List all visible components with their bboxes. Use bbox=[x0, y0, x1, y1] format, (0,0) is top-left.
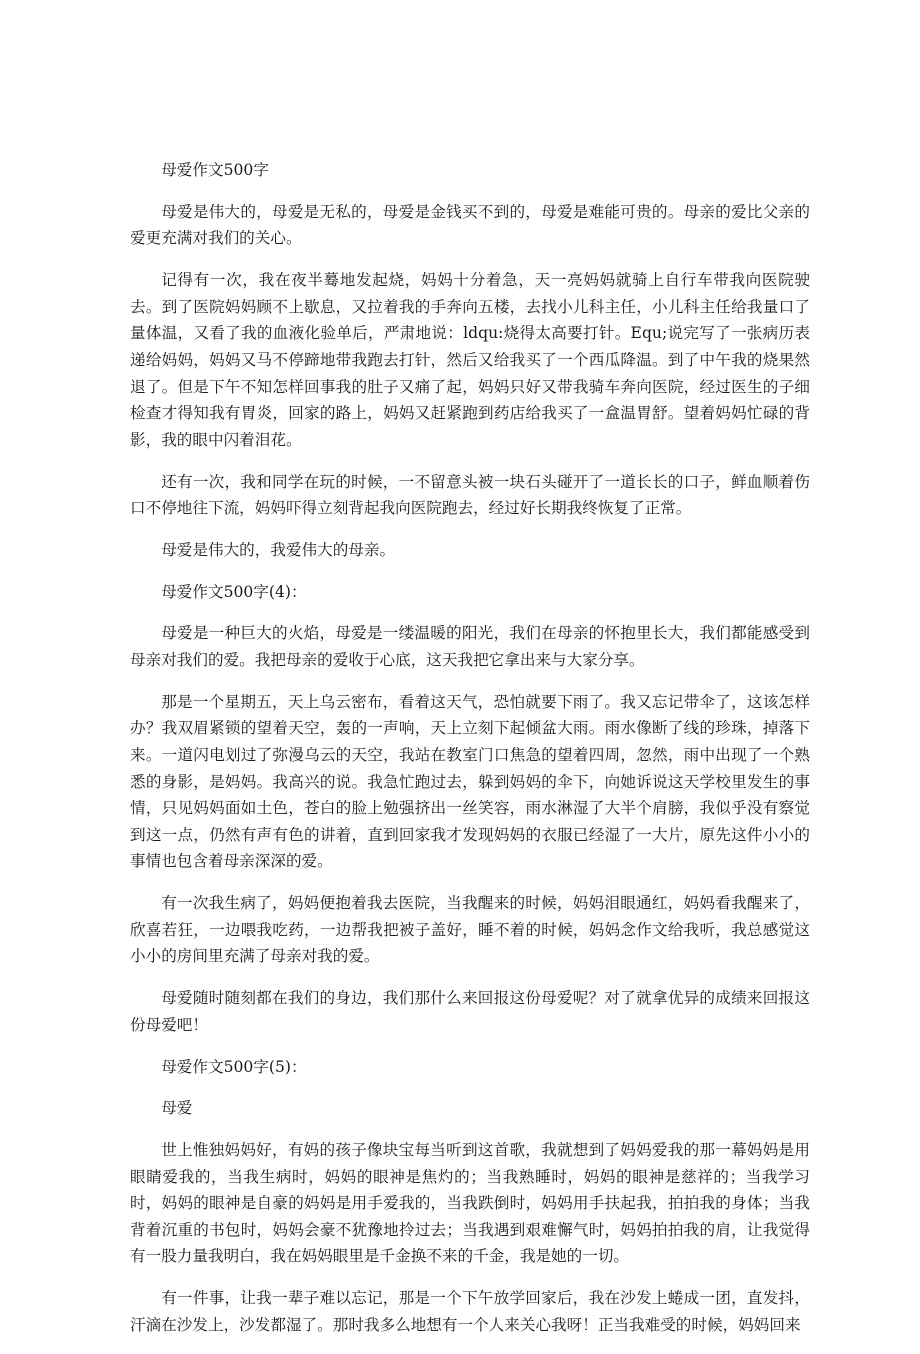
paragraph: 世上惟独妈妈好，有妈的孩子像块宝每当听到这首歌，我就想到了妈妈爱我的那一幕妈妈是用眼睛爱我的，当我生病时，妈妈的眼神是焦灼的；当我熟睡时，妈妈的眼神是慈祥的；当我学习时，妈妈的眼神是自豪的妈妈是用手爱我的，当我跌倒时，妈妈用手扶起我，拍拍我的身体；当我背着沉重的书包时，妈妈会豪不犹豫地拎过去；当我遇到艰难懈气时，妈妈拍拍我的肩，让我觉得有一股力量我明白，我在妈妈眼里是千金换不来的千金，我是她的一切。 bbox=[130, 1141, 810, 1266]
paragraph: 母爱是一种巨大的火焰，母爱是一缕温暖的阳光，我们在母亲的怀抱里长大，我们都能感受到母亲对我们的爱。我把母亲的爱收于心底，这天我把它拿出来与大家分享。 bbox=[130, 624, 810, 670]
paragraph: 有一件事，让我一辈子难以忘记，那是一个下午放学回家后，我在沙发上蜷成一团，直发抖，汗滴在沙发上，沙发都湿了。那时我多么地想有一个人来关心我呀！正当我难受的时候，妈妈回来 bbox=[130, 1289, 810, 1334]
document-body bbox=[130, 157, 810, 1354]
paragraph: 还有一次，我和同学在玩的时候，一不留意头被一块石头碰开了一道长长的口子，鲜血顺着伤口不停地往下流，妈妈吓得立刻背起我向医院跑去，经过好长期我终恢复了正常。 bbox=[130, 472, 810, 518]
section-heading: 母爱作文500字 bbox=[161, 161, 269, 179]
paragraph: 那是一个星期五，天上乌云密布，看着这天气，恐怕就要下雨了。我又忘记带伞了，这该怎样办？我双眉紧锁的望着天空，轰的一声响，天上立刻下起倾盆大雨。雨水像断了线的珍珠，掉落下来。一道闪电划过了弥漫乌云的天空，我站在教室门口焦急的望着四周，忽然，雨中出现了一个熟悉的身影，是妈妈。我高兴的说。我急忙跑过去，躲到妈妈的伞下，向她诉说这天学校里发生的事情，只见妈妈面如土色，苍白的脸上勉强挤出一丝笑容，雨水淋湿了大半个肩膀，我似乎没有察觉到这一点，仍然有声有色的讲着，直到回家我才发现妈妈的衣服已经湿了一大片，原先这件小小的事情也包含着母亲深深的爱。 bbox=[130, 692, 810, 871]
paragraph: 记得有一次，我在夜半蓦地发起烧，妈妈十分着急，天一亮妈妈就骑上自行车带我向医院驶去。到了医院妈妈顾不上歇息，又拉着我的手奔向五楼，去找小儿科主任，小儿科主任给我量口了量体温，又看了我的血液化验单后，严肃地说：ldqu:烧得太高要打针。Equ;说完写了一张病历表递给妈妈，妈妈又马不停蹄地带我跑去打针，然后又给我买了一个西瓜降温。到了中午我的烧果然退了。但是下午不知怎样回事我的肚子又痛了起，妈妈只好又带我骑车奔向医院，经过医生的子细检查才得知我有胃炎，回家的路上，妈妈又赶紧跑到药店给我买了一盒温胃舒。望着妈妈忙碌的背影，我的眼中闪着泪花。 bbox=[130, 271, 810, 449]
section-heading: 母爱作文500字(5)： bbox=[161, 1057, 307, 1076]
section-heading: 母爱作文500字(4)： bbox=[161, 582, 307, 601]
essay-title: 母爱 bbox=[161, 1099, 193, 1118]
paragraph: 有一次我生病了，妈妈便抱着我去医院，当我醒来的时候，妈妈泪眼通红，妈妈看我醒来了，欣喜若狂，一边喂我吃药，一边帮我把被子盖好，睡不着的时候，妈妈念作文给我听，我总感觉这小小的房间里充满了母亲对我的爱。 bbox=[130, 894, 810, 966]
paragraph: 母爱是伟大的，母爱是无私的，母爱是金钱买不到的，母爱是难能可贵的。母亲的爱比父亲的爱更充满对我们的关心。 bbox=[130, 202, 810, 248]
paragraph: 母爱随时随刻都在我们的身边，我们那什么来回报这份母爱呢？对了就拿优异的成绩来回报这份母爱吧！ bbox=[130, 989, 810, 1034]
paragraph: 母爱是伟大的，我爱伟大的母亲。 bbox=[161, 540, 396, 559]
